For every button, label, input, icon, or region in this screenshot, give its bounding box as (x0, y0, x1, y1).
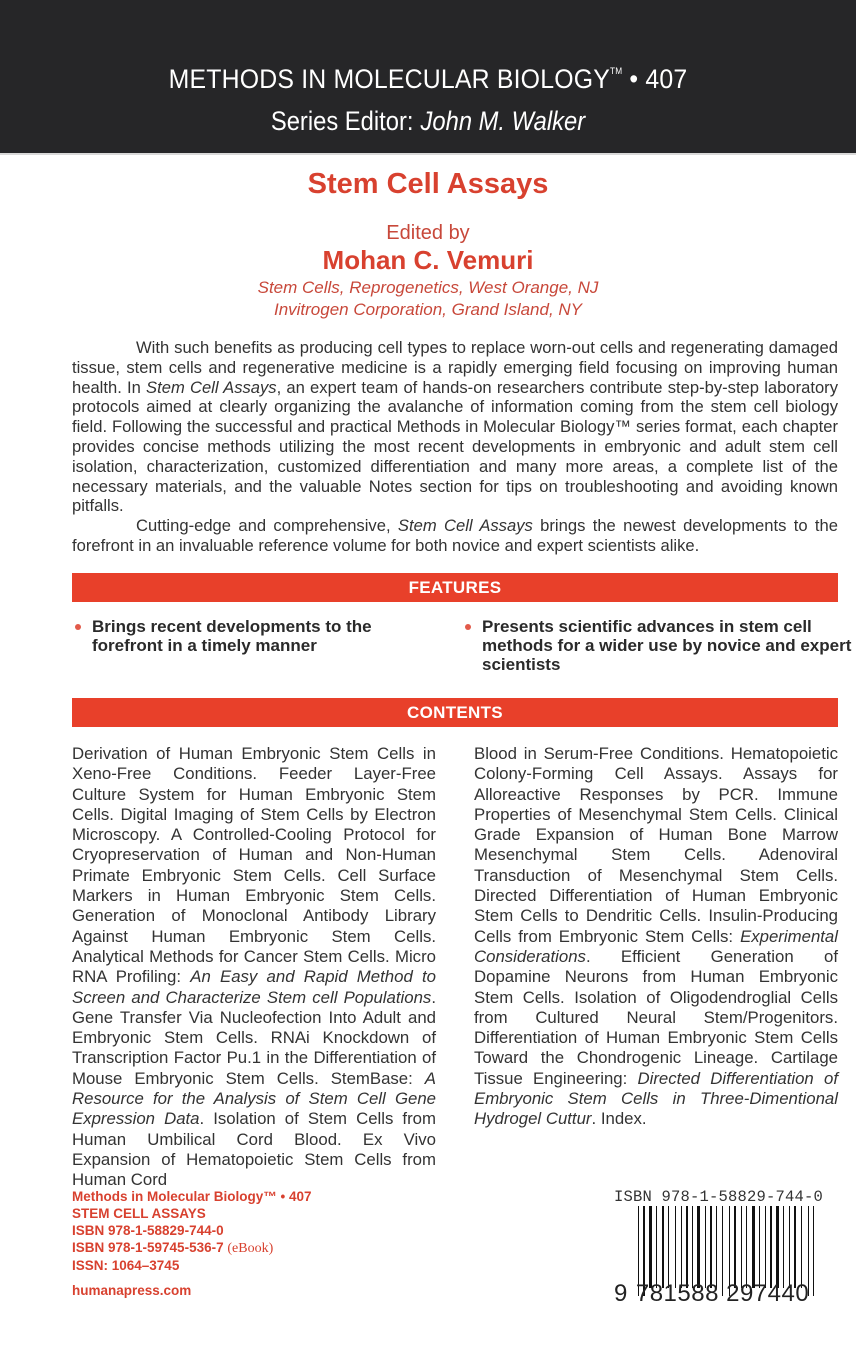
book-title: Stem Cell Assays (307, 168, 549, 200)
feature-text: Presents scientific advances in stem cell methods for a wider use by novice and expert scientists (482, 617, 852, 674)
description-paragraph-1 (72, 338, 838, 516)
italic-subtitle: A Resource for the Analysis of Stem Cell Gene Expression Data (72, 1068, 436, 1129)
italic-subtitle: An Easy and Rapid Method to Screen and Characterize Stem cell Populations (72, 967, 436, 1007)
ebook-note: (eBook) (227, 1241, 274, 1256)
isbn-print: ISBN 978-1-58829-744-0 (72, 1223, 224, 1238)
contents-column-right (474, 744, 838, 1130)
bullet-icon (75, 624, 81, 630)
barcode-number: 781588 297440 (635, 1280, 810, 1307)
series-editor-label: Series Editor: (270, 106, 414, 136)
book-description (72, 338, 838, 556)
text: , an expert team of hands-on researchers contribute step-by-step laboratory protocols aimed at clearly organizing the avalanche of information coming from the stem cell biology field. Following the successful and practical Methods in Molecular Biology™ series format, each chapter provides concise methods utilizing the most recent developments in embryonic and adult stem cell isolation, characterization, customized differentiation and many more areas, a complete list of the necessary materials, and the valuable Notes section for tips on troubleshooting and avoiding known pitfalls. (72, 377, 838, 516)
imprint-series: Methods in Molecular Biology™ • 407 (72, 1189, 312, 1204)
imprint-title: STEM CELL ASSAYS (72, 1206, 206, 1221)
series-name: METHODS IN MOLECULAR BIOLOGY (168, 64, 610, 94)
description-paragraph-2 (72, 516, 838, 556)
text: . Efficient Generation of Dopamine Neurons from Human Embryonic Stem Cells. Isolation of Oligodendroglial Cells from Cultured Neural Stem/Progenitors. Differentiation of Human Embryonic Stem Cells Toward the Chondrogenic Lineage. Cartilage Tissue Engineering: (474, 946, 838, 1088)
barcode-first-digit: 9 (614, 1280, 628, 1307)
isbn-ebook: ISBN 978-1-59745-536-7 (72, 1240, 224, 1255)
italic-subtitle: Experimental Considerations (474, 926, 838, 966)
separator: • (629, 64, 639, 94)
publisher-website[interactable]: humanapress.com (72, 1283, 192, 1298)
header-divider (0, 153, 856, 155)
text: . Index. (591, 1109, 647, 1129)
isbn-ebook-line (72, 1239, 312, 1257)
contents-heading: CONTENTS (72, 698, 838, 727)
book-editor: Mohan C. Vemuri (322, 245, 534, 275)
italic-title: Stem Cell Assays (397, 516, 533, 536)
series-number: 407 (645, 64, 688, 94)
feature-text: Brings recent developments to the forefront in a timely manner (92, 617, 372, 655)
imprint-block (72, 1188, 312, 1299)
text: brings the newest developments to the forefront in an invaluable reference volume for both novice and expert scientists alike. (72, 516, 838, 555)
series-header (0, 0, 856, 153)
text: . Isolation of Stem Cells from Human Umbilical Cord Blood. Ex Vivo Expansion of Hematopoietic Stem Cells from Human Cord (72, 1109, 436, 1190)
features-heading: FEATURES (72, 573, 838, 602)
series-editor (51, 106, 804, 137)
bullet-icon (465, 624, 471, 630)
affiliation-1: Stem Cells, Reprogenetics, West Orange, NJ (257, 278, 599, 297)
italic-title: Stem Cell Assays (146, 377, 277, 397)
feature-item (462, 617, 852, 674)
text: Blood in Serum-Free Conditions. Hematopoietic Colony-Forming Cell Assays. Assays for Alloreactive Responses by PCR. Immune Properties of Mesenchymal Stem Cells. Clinical Grade Expansion of Human Bone Marrow Mesenchymal Stem Cells. Adenoviral Transduction of Mesenchymal Stem Cells. Directed Differentiation of Human Embryonic Stem Cells to Dendritic Cells. Insulin-Producing Cells from Embryonic Stem Cells: (474, 744, 838, 946)
edited-by-label: Edited by (386, 222, 470, 244)
feature-item (72, 617, 412, 655)
trademark: TM (609, 66, 623, 76)
series-title (34, 64, 822, 95)
barcode (614, 1188, 846, 1308)
italic-subtitle: Directed Differentiation of Embryonic Stem Cells in Three-Dimentional Hydrogel Cuttur (474, 1068, 838, 1129)
text: With such benefits as producing cell types to replace worn-out cells and regenerating damaged tissue, stem cells and regenerative medicine is a rapidly emerging field focusing on improving human health. In (72, 338, 838, 397)
series-editor-name: John M. Walker (420, 106, 586, 136)
text: . Gene Transfer Via Nucleofection Into Adult and Embryonic Stem Cells. RNAi Knockdown of Transcription Factor Pu.1 in the Differentiation of Mouse Embryonic Stem Cells. StemBase: (72, 987, 436, 1088)
text: Cutting-edge and comprehensive, (136, 516, 398, 536)
affiliation-2: Invitrogen Corporation, Grand Island, NY (273, 300, 583, 319)
barcode-digits (614, 1280, 846, 1308)
contents-column-left (72, 744, 436, 1191)
barcode-isbn-label: ISBN 978-1-58829-744-0 (614, 1188, 824, 1206)
text: Derivation of Human Embryonic Stem Cells in Xeno-Free Conditions. Feeder Layer-Free Culture System for Human Embryonic Stem Cells. Digital Imaging of Stem Cells by Electron Microscopy. A Controlled-Cooling Protocol for Cryopreservation of Human and Non-Human Primate Embryonic Stem Cells. Cell Surface Markers in Human Embryonic Stem Cells. Generation of Monoclonal Antibody Library Against Human Embryonic Stem Cells. Analytical Methods for Cancer Stem Cells. Micro RNA Profiling: (72, 744, 436, 987)
issn: ISSN: 1064–3745 (72, 1258, 180, 1273)
